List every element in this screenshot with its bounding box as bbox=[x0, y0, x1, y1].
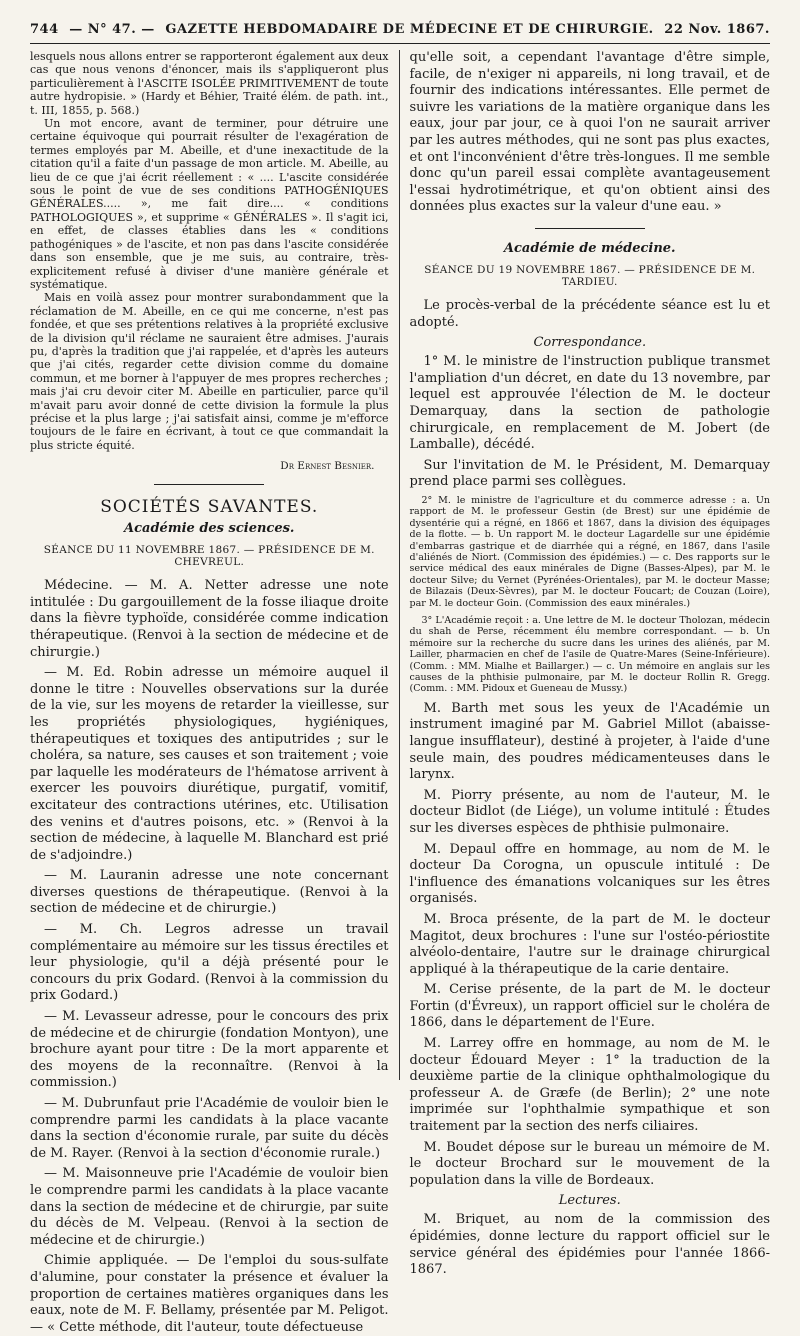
article-paragraph: Chimie appliquée. — De l'emploi du sous-sulfate d'alumine, pour constater la présence et évaluer la proportion de certaines matières organiques dans les eaux, note de M. F. Bellamy, présentée par M. Peligot. — « Cette méthode, dit l'auteur, toute défectueuse bbox=[30, 1253, 389, 1335]
journal-title: GAZETTE HEBDOMADAIRE DE MÉDECINE ET DE CHIRURGIE. bbox=[165, 22, 654, 37]
article-paragraph: — M. Ed. Robin adresse un mémoire auquel il donne le titre : Nouvelles observations sur la durée de la vie, sur les moyens de retarder la vieillesse, sur les propriétés physiologiques, hygiéniques, thérapeutiques et toxiques des antiputrides ; sur le choléra, sa nature, ses causes et son traitement ; voie par laquelle les modérateurs de l'hématose arrivent à exercer les pouvoirs diurétique, purgatif, vomitif, excitateur des contractions utérines, etc. Utilisation des venins et d'autres poisons, etc. » (Renvoi à la section de médecine, à laquelle M. Blanchard est prié de s'adjoindre.) bbox=[30, 665, 389, 863]
article-paragraph: M. Broca présente, de la part de M. le docteur Magitot, deux brochures : l'une sur l'ostéo-périostite alvéolo-dentaire, l'autre sur le drainage chirurgical appliqué à la thérapeutique de la carie dentaire. bbox=[409, 911, 770, 977]
section-title: SOCIÉTÉS SAVANTES. bbox=[100, 497, 319, 518]
fine-print-paragraph: 2° M. le ministre de l'agriculture et du commerce adresse : a. Un rapport de M. le professeur Gestin (de Brest) sur une épidémie de dysentérie qui a régné, en 1866 et 1867, dans la division des équipages de la flotte. — b. Un rapport M. le docteur Lagardelle sur une épidémie d'embarras gastrique et de diarrhée qui a régné, en 1867, dans l'asile d'aliénés de Niort. (Commission des épidémies.) — c. Des rapports sur le service médical des eaux minérales de Digne (Basses-Alpes), par M. le docteur Silve; du Vernet (Pyrénées-Orientales), par M. le docteur Masse; de Bilazais (Deux-Sèvres), par M. le docteur Foucart; de Couzan (Loire), par M. le docteur Goin. (Commission des eaux minérales.) bbox=[409, 494, 770, 609]
article-paragraph: — M. Maisonneuve prie l'Académie de vouloir bien le comprendre parmi les candidats à la place vacante dans la section de médecine et de chirurgie, par suite du décès de M. Velpeau. (Renvoi à la section de médecine et de chirurgie.) bbox=[30, 1166, 389, 1248]
page-number: 744 bbox=[30, 22, 59, 37]
lectures-title: Lectures. bbox=[558, 1193, 621, 1209]
article-paragraph: M. Boudet dépose sur le bureau un mémoire de M. le docteur Brochard sur le mouvement de la population dans la ville de Bordeaux. bbox=[409, 1139, 770, 1188]
left-column bbox=[30, 50, 399, 1335]
academy-title: Académie de médecine. bbox=[503, 240, 676, 256]
article-paragraph: M. Larrey offre en hommage, au nom de M. le docteur Édouard Meyer : 1° la traduction de la deuxième partie de la clinique ophthalmologique du professeur A. de Græfe (de Berlin); 2° une note imprimée sur l'ophthalmie sympathique et son traitement par la section des nerfs ciliaires. bbox=[409, 1036, 770, 1135]
continued-paragraph: qu'elle soit, a cependant l'avantage d'être simple, facile, de n'exiger ni appareils, ni long travail, et de fournir des indications intéressantes. Elle permet de suivre les variations de la matière organique dans les eaux, jour par jour, ce à quoi l'on ne saurait arriver par les autres méthodes, qui ne sont pas plus exactes, et ont l'inconvénient d'être très-longues. Il me semble donc qu'un pareil essai complète avantageusement l'essai hydrotimétrique, et qu'on obtient ainsi des données plus exactes sur la valeur d'une eau. » bbox=[409, 50, 770, 215]
seance-line: SÉANCE DU 11 NOVEMBRE 1867. — PRÉSIDENCE DE M. CHEVREUL. bbox=[43, 544, 375, 569]
article-paragraph: Médecine. — M. A. Netter adresse une note intitulée : Du gargouillement de la fosse iliaque droite dans la fièvre typhoïde, considérée comme indication thérapeutique. (Renvoi à la section de médecine et de chirurgie.) bbox=[30, 578, 389, 660]
article-paragraph: 1° M. le ministre de l'instruction publique transmet l'ampliation d'un décret, en date du 13 novembre, par lequel est approuvée l'élection de M. le docteur Demarquay, dans la section de pathologie chirurgicale, en remplacement de M. Jobert (de Lamballe), décédé. bbox=[409, 354, 770, 453]
article-paragraph: M. Barth met sous les yeux de l'Académie un instrument imaginé par M. Gabriel Millot (abaisse-langue insufflateur), destiné à projeter, à l'aide d'une seule main, des poudres médicamenteuses dans le larynx. bbox=[409, 700, 770, 783]
academy-title: Académie des sciences. bbox=[124, 521, 295, 537]
columns bbox=[30, 50, 770, 1335]
issue-number: — N° 47. — bbox=[69, 22, 155, 37]
proces-verbal: Le procès-verbal de la précédente séance est lu et adopté. bbox=[409, 297, 770, 330]
intro-paragraph: Un mot encore, avant de terminer, pour détruire une certaine équivoque qui pourrait résulter de l'exagération de termes employés par M. Abeille, et d'une inexactitude de la citation qu'il a faite d'un passage de mon article. M. Abeille, au lieu de ce que j'ai écrit réellement : « .... L'ascite considérée sous le point de vue de ses conditions PATHOGÉNIQUES GÉNÉRALES..... », me fait dire.... « conditions PATHOLOGIQUES », et supprime « GÉNÉRALES ». Il s'agit ici, en effet, de classes établies dans les « conditions pathogéniques » de l'ascite, et non pas dans l'ascite considérée dans son ensemble, que je me suis, au contraire, très-explicitement refusé à diviser d'une manière générale et systématique. bbox=[30, 117, 389, 291]
divider bbox=[535, 228, 645, 229]
article-paragraph: M. Depaul offre en hommage, au nom de M. le docteur Da Corogna, un opuscule intitulé : De l'influence des émanations volcaniques sur les êtres organisés. bbox=[409, 841, 770, 907]
intro-paragraph: lesquels nous allons entrer se rapporteront également aux deux cas que nous venons d'énoncer, mais ils s'appliqueront plus particulièrement à l'ASCITE ISOLÉE PRIMITIVEMENT de toute autre hydropisie. » (Hardy et Béhier, Traité élém. de path. int., t. III, 1855, p. 568.) bbox=[30, 50, 389, 117]
author-signature: Dr Ernest Besnier. bbox=[280, 460, 375, 473]
article-paragraph: Sur l'invitation de M. le Président, M. Demarquay prend place parmi ses collègues. bbox=[409, 457, 770, 490]
intro-paragraph: Mais en voilà assez pour montrer surabondamment que la réclamation de M. Abeille, en ce qui me concerne, n'est pas fondée, et que ses prétentions relatives à la propriété exclusive de la division qu'il réclame ne sauraient être admises. J'aurais pu, d'après la tradition que j'ai rappelée, et d'après les auteurs que j'ai cités, regarder cette division comme du domaine commun, et me borner à l'appuyer de mes propres recherches ; mais j'ai cru devoir citer M. Abeille en particulier, parce qu'il m'avait paru avoir donné de cette division la formule la plus précise et la plus large ; j'ai satisfait ainsi, comme je m'efforce toujours de le faire en écrivant, à tout ce que commandait la plus stricte équité. bbox=[30, 291, 389, 452]
seance-line: SÉANCE DU 19 NOVEMBRE 1867. — PRÉSIDENCE DE M. TARDIEU. bbox=[424, 263, 756, 288]
article-paragraph: — M. Ch. Legros adresse un travail complémentaire au mémoire sur les tissus érectiles et leur physiologie, qu'il a déjà présenté pour le concours du prix Godard. (Renvoi à la commission du prix Godard.) bbox=[30, 922, 389, 1004]
article-paragraph: — M. Levasseur adresse, pour le concours des prix de médecine et de chirurgie (fondation Montyon), une brochure ayant pour titre : De la mort apparente et des moyens de la reconnaître. (Renvoi à la commission.) bbox=[30, 1009, 389, 1091]
page-header bbox=[30, 22, 770, 44]
article-paragraph: M. Briquet, au nom de la commission des épidémies, donne lecture du rapport officiel sur le service général des épidémies pour l'année 1866-1867. bbox=[409, 1212, 770, 1278]
right-column bbox=[399, 50, 770, 1278]
article-paragraph: — M. Dubrunfaut prie l'Académie de vouloir bien le comprendre parmi les candidats à la place vacante dans la section d'économie rurale, par suite du décès de M. Rayer. (Renvoi à la section d'économie rurale.) bbox=[30, 1096, 389, 1161]
fine-print-paragraph: 3° L'Académie reçoit : a. Une lettre de M. le docteur Tholozan, médecin du shah de Perse, récemment élu membre correspondant. — b. Un mémoire sur la recherche du sucre dans les urines des aliénés, par M. Lailler, pharmacien en chef de l'asile de Quatre-Mares (Seine-Inférieure). (Comm. : MM. Mialhe et Baillarger.) — c. Un mémoire en anglais sur les causes de la phthisie pulmonaire, par M. le docteur Rollin R. Gregg. (Comm. : MM. Pidoux et Gueneau de Mussy.) bbox=[409, 614, 770, 695]
issue-date: 22 Nov. 1867. bbox=[664, 22, 770, 37]
correspondance-title: Correspondance. bbox=[533, 335, 647, 351]
divider bbox=[154, 484, 264, 485]
article-paragraph: — M. Lauranin adresse une note concernant diverses questions de thérapeutique. (Renvoi à la section de médecine et de chirurgie.) bbox=[30, 868, 389, 917]
article-paragraph: M. Piorry présente, au nom de l'auteur, M. le docteur Bidlot (de Liége), un volume intitulé : Études sur les diverses espèces de phthisie pulmonaire. bbox=[409, 787, 770, 836]
article-paragraph: M. Cerise présente, de la part de M. le docteur Fortin (d'Évreux), un rapport officiel sur le choléra de 1866, dans le département de l'Eure. bbox=[409, 982, 770, 1031]
